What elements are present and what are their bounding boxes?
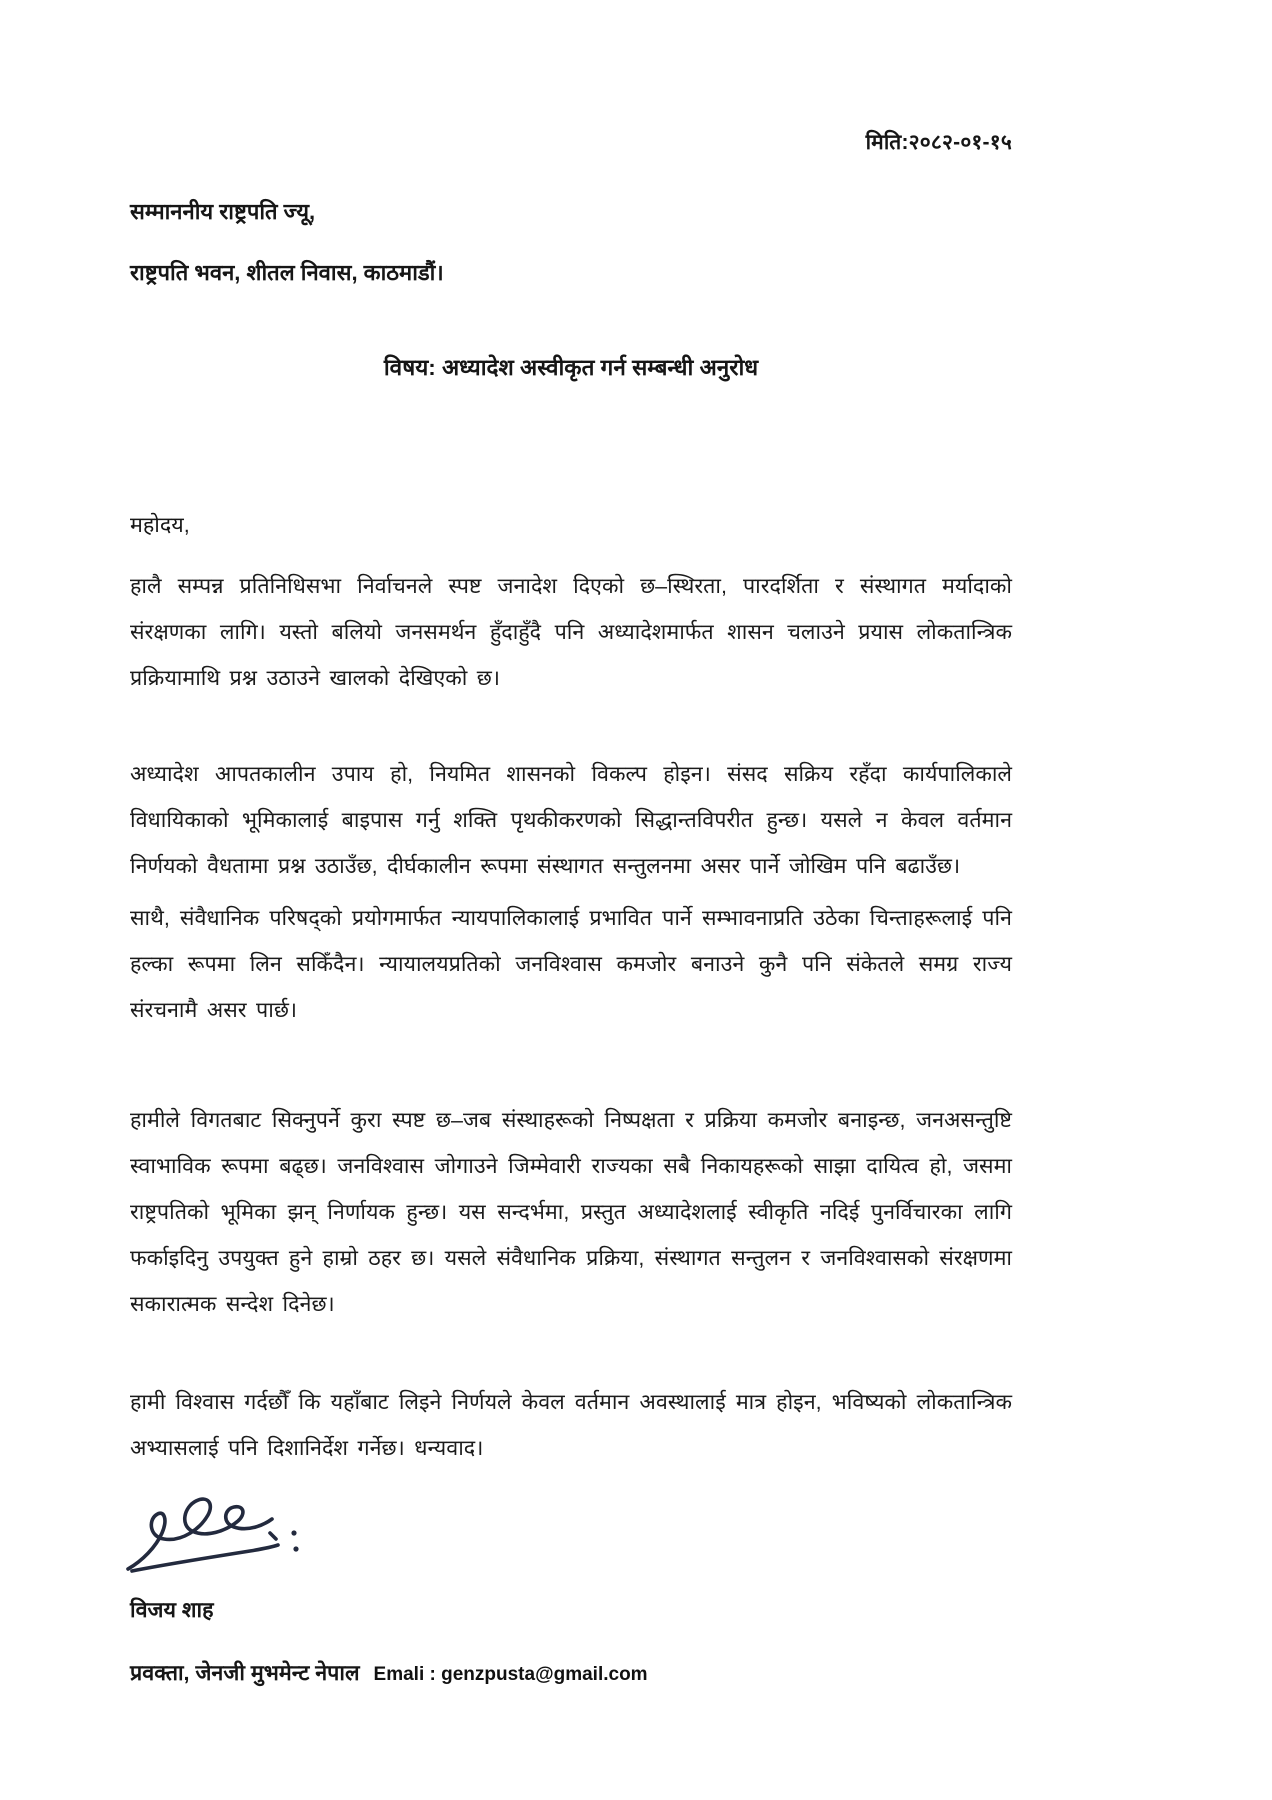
body-paragraph-1: हालै सम्पन्न प्रतिनिधिसभा निर्वाचनले स्पष्ट जनादेश दिएको छ–स्थिरता, पारदर्शिता र संस्थागत मर्यादाको संरक्षणका लागि। यस्तो बलियो जनसमर्थन हुँदाहुँदै पनि अध्यादेशमार्फत शासन चलाउने प्रयास लोकतान्त्रिक प्रक्रियामाथि प्रश्न उठाउने खालको देखिएको छ।	[130, 574, 1012, 690]
body-paragraph-3: साथै, संवैधानिक परिषद्को प्रयोगमार्फत न्यायपालिकालाई प्रभावित पार्ने सम्भावनाप्रति उठेका चिन्ताहरूलाई पनि हल्का रूपमा लिन सकिँदैन। न्यायालयप्रतिको जनविश्वास कमजोर बनाउने कुनै पनि संकेतले समग्र राज्य संरचनामै असर पार्छ।	[130, 906, 1012, 1022]
recipient-address: राष्ट्रपति भवन, शीतल निवास, काठमाडौं।	[130, 260, 444, 285]
recipient-name: सम्माननीय राष्ट्रपति ज्यू,	[130, 199, 316, 224]
handwritten-signature-icon	[122, 1481, 322, 1581]
body-paragraph-5: हामी विश्वास गर्दछौँ कि यहाँबाट लिइने निर्णयले केवल वर्तमान अवस्थालाई मात्र होइन, भविष्यको लोकतान्त्रिक अभ्यासलाई पनि दिशानिर्देश गर्नेछ। धन्यवाद।	[130, 1390, 1012, 1460]
subject-line: विषय: अध्यादेश अस्वीकृत गर्न सम्बन्धी अनुरोध	[383, 355, 759, 380]
body-paragraph-4: हामीले विगतबाट सिक्नुपर्ने कुरा स्पष्ट छ–जब संस्थाहरूको निष्पक्षता र प्रक्रिया कमजोर बनाइन्छ, जनअसन्तुष्टि स्वाभाविक रूपमा बढ्छ। जनविश्वास जोगाउने जिम्मेवारी राज्यका सबै निकायहरूको साझा दायित्व हो, जसमा राष्ट्रपतिको भूमिका झन् निर्णायक हुन्छ। यस सन्दर्भमा, प्रस्तुत अध्यादेशलाई स्वीकृति नदिई पुनर्विचारका लागि फर्काइदिनु उपयुक्त हुने हाम्रो ठहर छ। यसले संवैधानिक प्रक्रिया, संस्थागत सन्तुलन र जनविश्वासको संरक्षणमा सकारात्मक सन्देश दिनेछ।	[130, 1108, 1012, 1316]
signature-image	[122, 1481, 1012, 1581]
salutation: महोदय,	[130, 513, 190, 537]
sender-email: Emali : genzpusta@gmail.com	[373, 1664, 648, 1685]
sender-name: विजय शाह	[130, 1598, 214, 1622]
sender-title: प्रवक्ता, जेनजी मुभमेन्ट नेपाल	[130, 1661, 360, 1685]
sender-line	[130, 1658, 1012, 1687]
letter-content	[0, 128, 1272, 1687]
date: मिति:२०८२-०१-१५	[865, 131, 1012, 154]
body-paragraph-2: अध्यादेश आपतकालीन उपाय हो, नियमित शासनको विकल्प होइन। संसद सक्रिय रहँदा कार्यपालिकाले विधायिकाको भूमिकालाई बाइपास गर्नु शक्ति पृथकीकरणको सिद्धान्तविपरीत हुन्छ। यसले न केवल वर्तमान निर्णयको वैधतामा प्रश्न उठाउँछ, दीर्घकालीन रूपमा संस्थागत सन्तुलनमा असर पार्ने जोखिम पनि बढाउँछ।	[130, 762, 1012, 878]
